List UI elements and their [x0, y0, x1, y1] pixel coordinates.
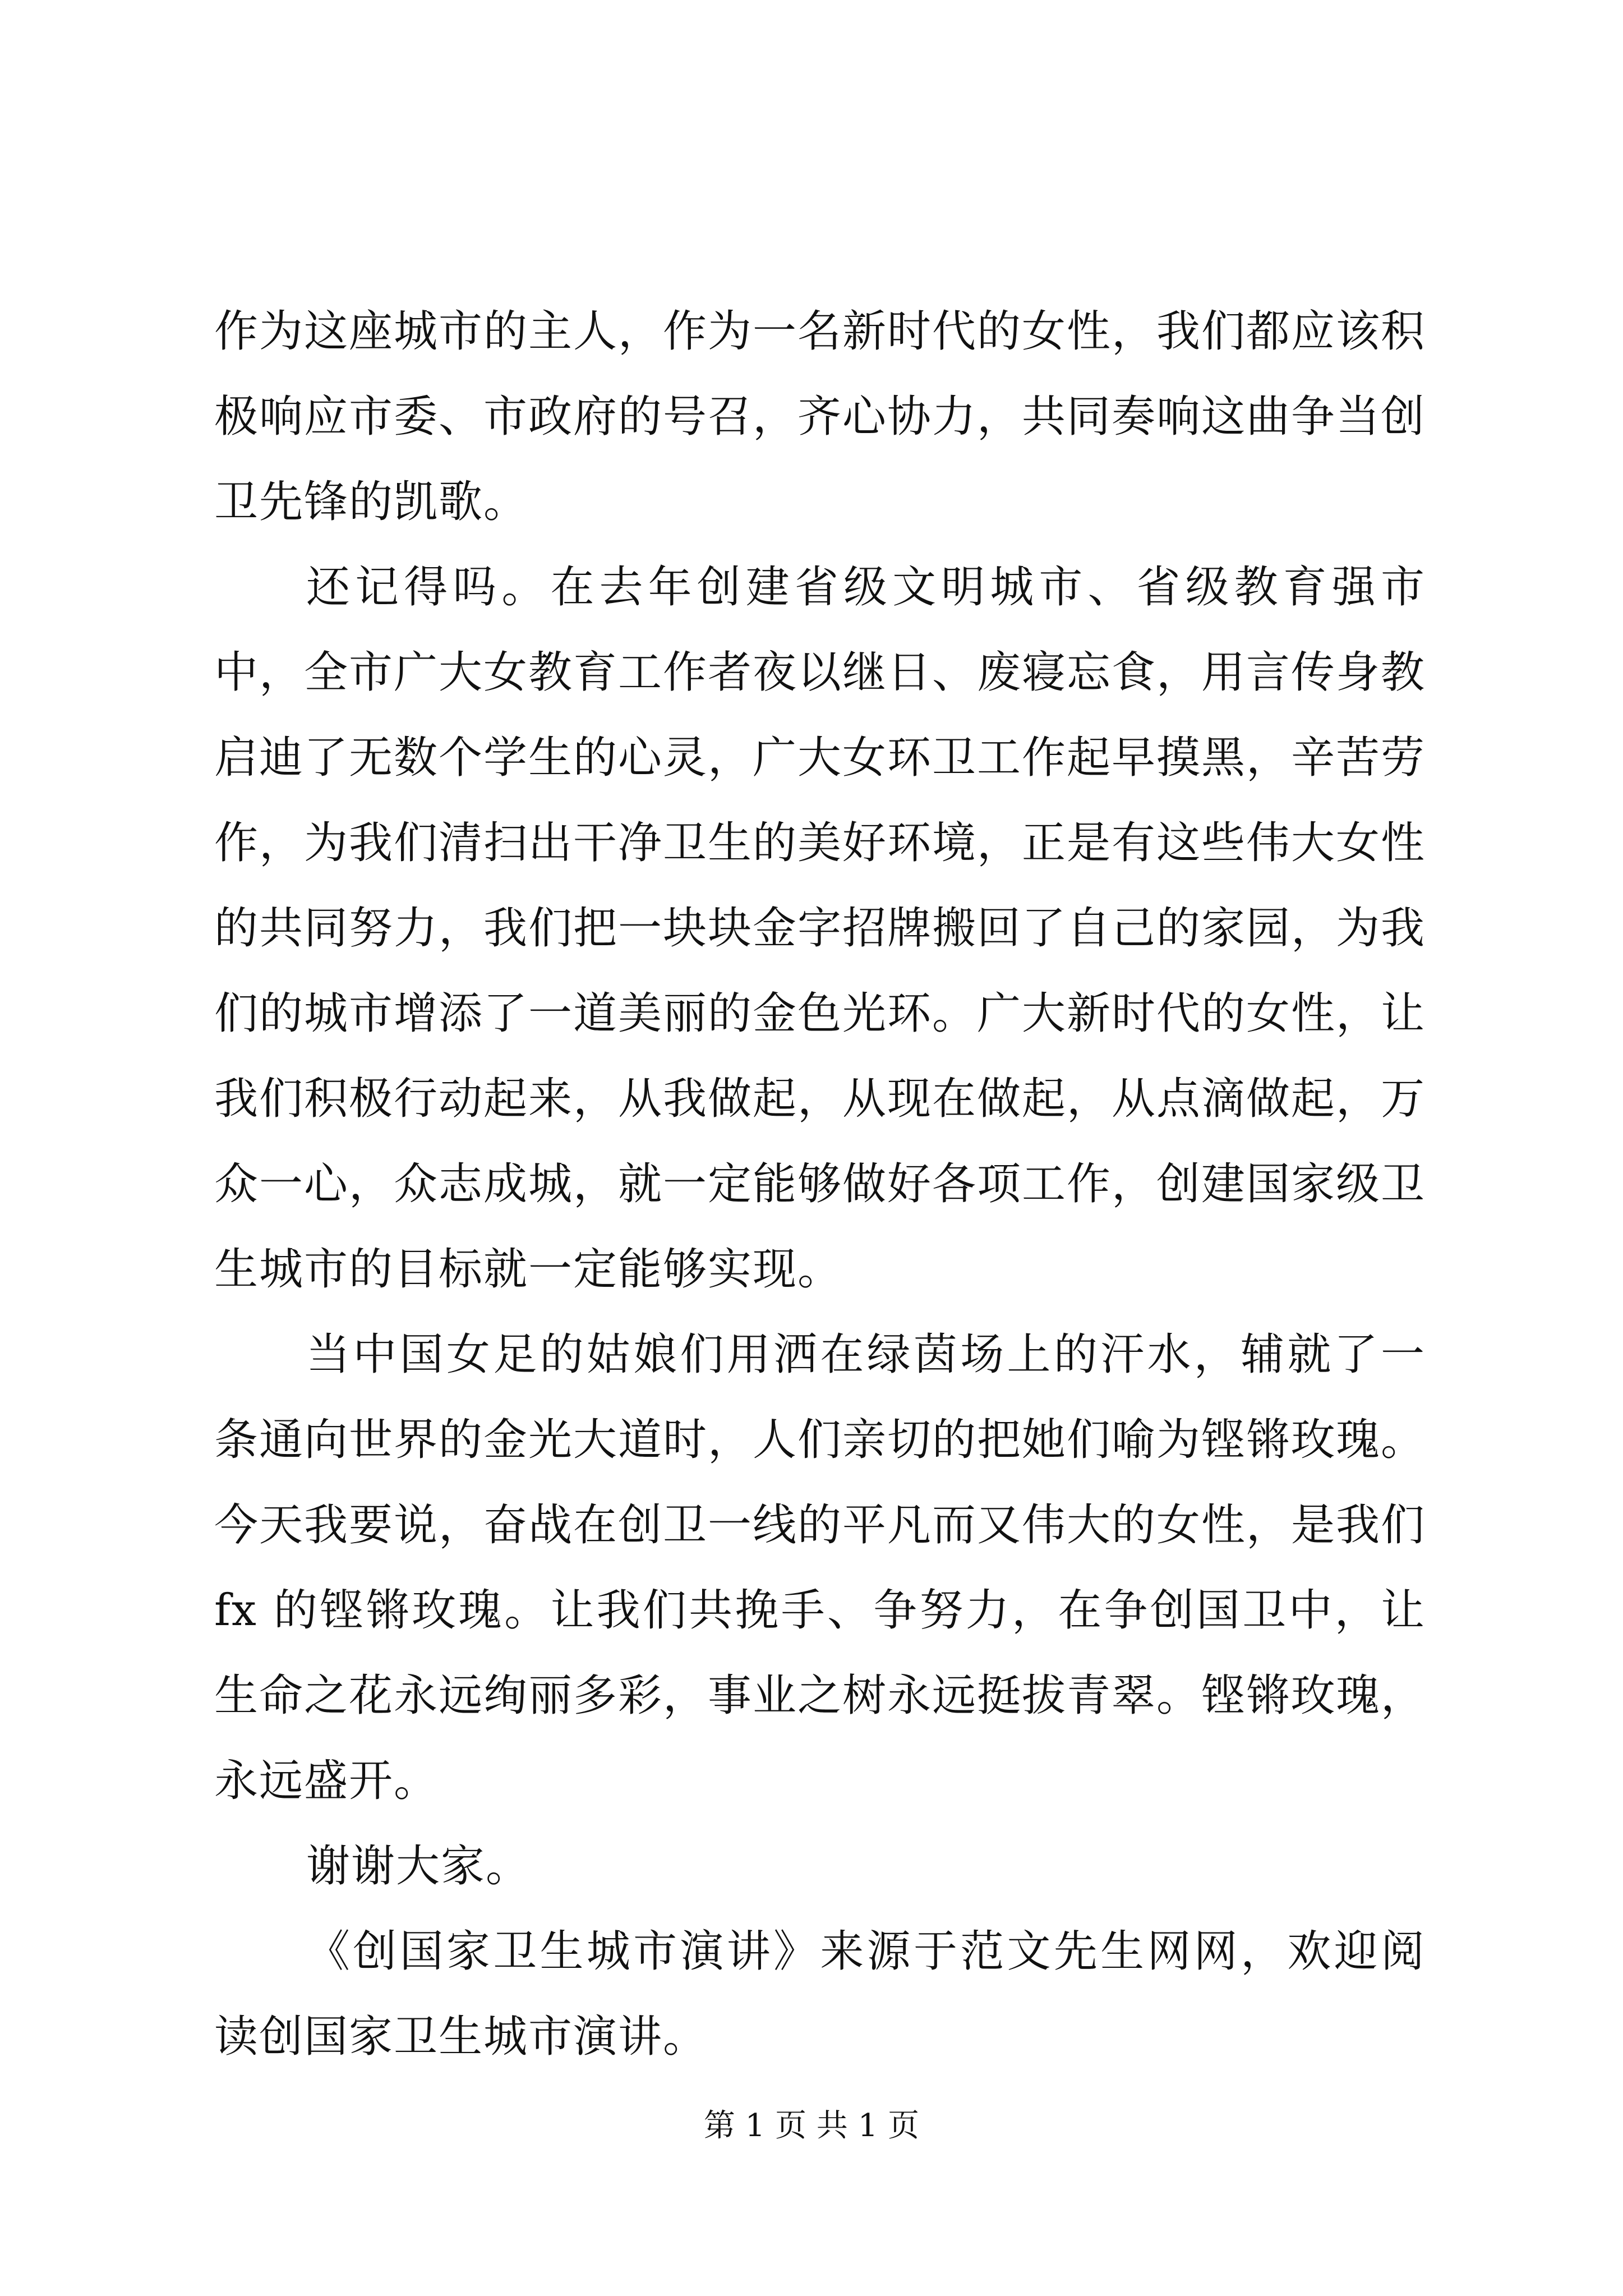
paragraph-5: 《创国家卫生城市演讲》来源于范文先生网网，欢迎阅读创国家卫生城市演讲。 [214, 1926, 1426, 2062]
paragraph-2: 还记得吗。在去年创建省级文明城市、省级教育强市中，全市广大女教育工作者夜以继日、废寝忘食，用言传身教启迪了无数个学生的心灵，广大女环卫工作起早摸黑，辛苦劳作，为我们清扫出干净卫生的美好环境，正是有这些伟大女性的共同努力，我们把一块块金字招牌搬回了自己的家园，为我们的城市增添了一道美丽的金色光环。广大新时代的女性，让我们积极行动起来，从我做起，从现在做起，从点滴做起，万众一心，众志成城，就一定能够做好各项工作，创建国家级卫生城市的目标就一定能够实现。 [214, 562, 1426, 1295]
paragraph-3: 当中国女足的姑娘们用洒在绿茵场上的汗水，辅就了一条通向世界的金光大道时，人们亲切的把她们喻为铿锵玫瑰。今天我要说，奋战在创卫一线的平凡而又伟大的女性，是我们 fx 的铿锵玫瑰。让我们共挽手、争努力，在争创国卫中，让生命之花永远绚丽多彩，事业之树永远挺拔青翠。铿锵玫瑰，永远盛开。 [214, 1329, 1426, 1806]
paragraph-1: 作为这座城市的主人，作为一名新时代的女性，我们都应该积极响应市委、市政府的号召，齐心协力，共同奏响这曲争当创卫先锋的凯歌。 [214, 306, 1426, 527]
document-body [214, 289, 1426, 2079]
page-footer: 第 1 页 共 1 页 [703, 2108, 920, 2144]
paragraph-4: 谢谢大家。 [306, 1841, 531, 1892]
